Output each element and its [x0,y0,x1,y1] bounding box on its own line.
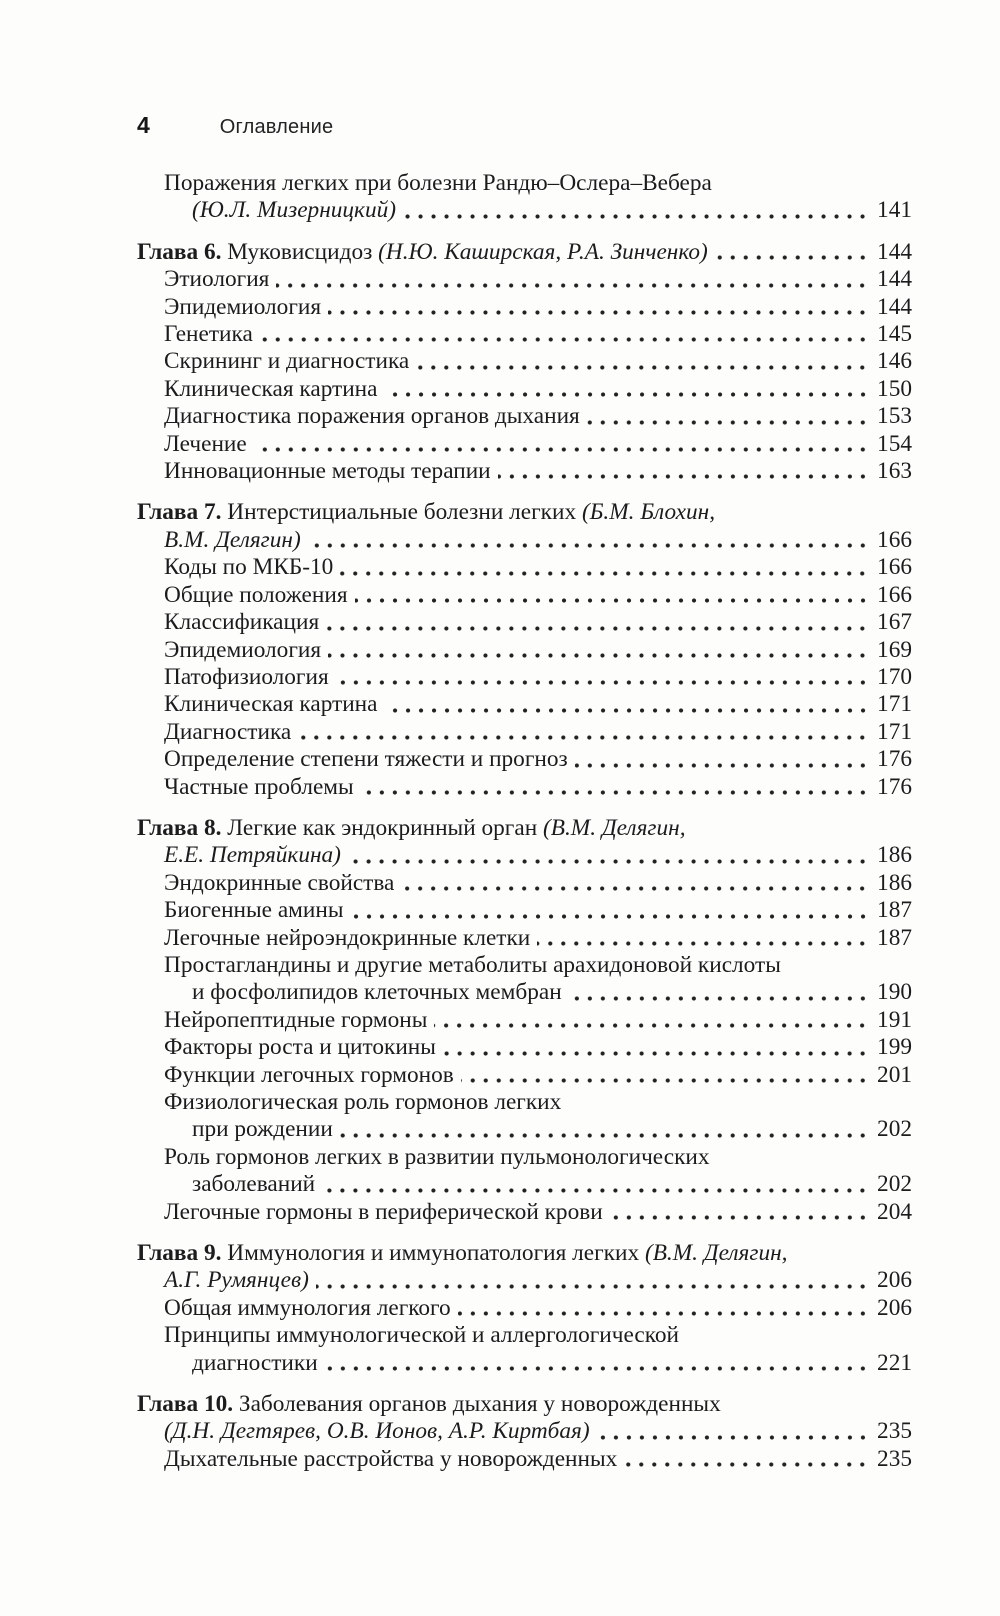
toc-page-number: 201 [877,1061,912,1088]
toc-text-segment: (Ю.Л. Мизерницкий) [192,197,396,224]
toc-entry-text [164,458,491,485]
toc-page-number: 204 [877,1198,912,1225]
toc-text-segment: Глава 10. [137,1391,234,1418]
toc-text-segment: Скрининг и диагностика [164,348,410,375]
toc-entry-text [164,1062,454,1089]
dot-leader [276,283,873,288]
toc-entry-text [164,1322,679,1349]
toc-text-segment: Лечение [164,430,247,457]
dot-leader [434,1023,873,1028]
dot-leader [328,310,873,315]
toc-entry-line [137,1034,912,1061]
toc-entry-line [137,1322,912,1349]
toc-entry-text [164,925,530,952]
toc-chapter-line [137,239,912,266]
toc-entry-text [137,815,686,842]
toc-entry-line [137,746,912,773]
toc-text-segment: Этиология [164,266,270,293]
running-title: Оглавление [219,116,334,138]
toc-page-number: 190 [877,979,912,1006]
toc-text-segment: диагностики [192,1349,318,1376]
page-number: 4 [137,112,150,138]
toc-text-segment: Принципы иммунологической и аллергологической [164,1322,679,1349]
toc-entry-text [164,637,321,664]
toc-page-number: 186 [877,842,912,869]
toc-entry-text [164,348,409,375]
toc-text-segment: Генетика [164,321,253,348]
toc-entry-text [164,170,712,197]
toc-entry-text [164,1144,710,1171]
toc-text-segment: Инновационные методы терапии [164,458,491,485]
dot-leader [401,886,873,891]
toc-entry-line [137,609,912,636]
dot-leader [498,474,873,479]
dot-leader [385,708,874,713]
toc-entry-text [164,527,301,554]
toc-entry-line [137,431,912,458]
toc-text-segment: Коды по МКБ-10 [164,554,334,581]
toc-entry-line [137,554,912,581]
dot-leader [416,365,873,370]
toc-entry-text [164,1418,590,1445]
toc-text-segment: Дыхательные расстройства у новорожденных [164,1445,618,1472]
toc-entry-line [137,1446,912,1473]
dot-leader [325,1366,873,1371]
dot-leader [328,653,873,658]
toc-text-segment: Иммунология и иммунопатология легких [221,1240,645,1267]
toc-entry-text [192,1171,315,1198]
toc-entry-line [137,1144,912,1171]
toc-text-segment: и фосфолипидов клеточных мембран [192,979,562,1006]
dot-leader [316,1284,873,1289]
dot-leader [715,255,873,260]
toc-entry-line [137,458,912,485]
toc-page-number: 144 [877,238,912,265]
toc-page-number: 141 [877,197,912,224]
toc-text-segment: Диагностика поражения органов дыхания [164,403,580,430]
toc-entry-line [137,842,912,869]
toc-text-segment: (Д.Н. Дегтярев, О.В. Ионов, А.Р. Киртбая) [164,1418,590,1445]
toc-text-segment: Поражения легких при болезни Рандю–Ослера–Вебера [164,170,712,196]
toc-entry-text [164,403,580,430]
toc-entry-text [164,1267,309,1294]
toc-page-number: 170 [877,663,912,690]
toc-entry-text [192,197,396,224]
dot-leader [308,543,873,548]
toc-text-segment: Легочные гормоны в периферической крови [164,1198,603,1225]
toc-entry-line [137,197,912,224]
toc-page-number: 202 [877,1171,912,1198]
toc-entry-text [164,1034,436,1061]
toc-entry-line [137,952,912,979]
toc-entry-line [137,719,912,746]
dot-leader [260,337,873,342]
toc-entry-text [164,554,333,581]
toc-entry-line [137,1089,912,1116]
dot-leader [385,392,874,397]
toc-text-segment: Диагностика [164,718,292,745]
toc-text-segment: Классификация [164,609,320,636]
toc-text-segment: Частные проблемы [164,773,354,800]
toc-entry-line [137,403,912,430]
toc-text-segment: Клиническая картина [164,691,378,718]
dot-leader [403,214,873,219]
toc-page-number: 146 [877,348,912,375]
dot-leader [443,1051,873,1056]
dot-leader [624,1462,873,1467]
toc-text-segment: Заболевания органов дыхания у новорожденных [233,1391,721,1418]
toc-page-number: 199 [877,1034,912,1061]
dot-leader [348,859,873,864]
toc-list [137,170,912,1473]
toc-page-number: 206 [877,1267,912,1294]
toc-text-segment: Глава 6. [137,238,222,265]
dot-leader [336,680,873,685]
dot-leader [458,1311,873,1316]
toc-text-segment: (Б.М. Блохин, [581,499,716,526]
dot-leader [351,914,874,919]
toc-text-segment: Биогенные амины [164,897,344,924]
toc-text-segment: Эпидемиология [164,293,322,320]
toc-text-segment: Нейропептидные гормоны [164,1006,428,1033]
toc-entry-line [137,1171,912,1198]
toc-page-number: 166 [877,526,912,553]
page-header [137,112,912,139]
toc-entry-line [137,1418,912,1445]
toc-entry-text [164,1295,451,1322]
toc-entry-line [137,348,912,375]
toc-entry-text [164,842,341,869]
toc-entry-line [137,774,912,801]
toc-page-number: 235 [877,1418,912,1445]
toc-page-number: 191 [877,1006,912,1033]
toc-entry-text [137,1240,788,1267]
dot-leader [575,763,873,768]
toc-text-segment: заболеваний [192,1171,316,1198]
toc-entry-line [137,1007,912,1034]
toc-chapter-line [137,1391,912,1418]
toc-entry-line [137,664,912,691]
toc-page-number: 206 [877,1294,912,1321]
toc-entry-line [137,691,912,718]
toc-text-segment: Е.Е. Петряйкина) [164,842,341,869]
toc-text-segment: Клиническая картина [164,375,378,402]
toc-page-number: 154 [877,430,912,457]
toc-text-segment: Общие положения [164,581,348,608]
dot-leader [461,1078,873,1083]
dot-leader [254,447,873,452]
toc-text-segment: Функции легочных гормонов [164,1061,454,1088]
dot-leader [340,1133,873,1138]
toc-text-segment: Патофизиология [164,663,329,690]
toc-entry-text [164,774,354,801]
toc-entry-text [164,691,378,718]
toc-page-number: 221 [877,1349,912,1376]
toc-page-number: 187 [877,897,912,924]
toc-text-segment: Факторы роста и цитокины [164,1034,436,1061]
toc-text-segment: А.Г. Румянцев) [164,1267,309,1294]
dot-leader [597,1435,873,1440]
toc-entry-text [164,1089,561,1116]
toc-entry-line [137,1267,912,1294]
toc-entry-text [192,979,562,1006]
toc-entry-line [137,376,912,403]
toc-entry-line [137,925,912,952]
toc-entry-text [164,294,321,321]
toc-entry-line [137,1199,912,1226]
toc-entry-line [137,294,912,321]
toc-entry-text [164,609,319,636]
toc-text-segment: (В.М. Делягин, [542,814,686,841]
toc-text-segment: В.М. Делягин) [164,526,301,553]
toc-text-segment: Простагландины и другие метаболиты арахидоновой кислоты [164,951,781,978]
toc-chapter-line [137,499,912,526]
toc-entry-text [164,431,247,458]
toc-page-number: 176 [877,773,912,800]
toc-entry-text [164,746,568,773]
toc-page-number: 171 [877,718,912,745]
toc-text-segment: Легкие как эндокринный орган [221,814,543,841]
toc-page-number: 153 [877,403,912,430]
toc-entry-text [164,952,781,979]
toc-entry-text [164,266,269,293]
toc-entry-text [192,1350,318,1377]
toc-entry-text [164,321,253,348]
toc-entry-line [137,266,912,293]
toc-chapter-line [137,1240,912,1267]
toc-text-segment: Глава 7. [137,499,222,526]
toc-text-segment: Интерстициальные болезни легких [221,499,582,526]
dot-leader [537,941,873,946]
dot-leader [361,790,873,795]
dot-leader [340,571,873,576]
toc-text-segment: Роль гормонов легких в развитии пульмонологических [164,1143,710,1170]
dot-leader [610,1215,873,1220]
toc-page-number: 167 [877,609,912,636]
toc-entry-line [137,1295,912,1322]
toc-text-segment: Легочные нейроэндокринные клетки [164,924,531,951]
toc-page-number: 163 [877,458,912,485]
toc-entry-text [164,664,329,691]
toc-text-segment: Эпидемиология [164,636,322,663]
toc-text-segment: Глава 8. [137,814,222,841]
toc-entry-line [137,897,912,924]
toc-page-number: 202 [877,1116,912,1143]
dot-leader [355,598,874,603]
toc-page-number: 169 [877,636,912,663]
toc-entry-line [137,1116,912,1143]
toc-page-number: 187 [877,924,912,951]
toc-entry-line [137,321,912,348]
toc-entry-text [164,897,344,924]
toc-page-number: 166 [877,554,912,581]
toc-entry-line [137,527,912,554]
toc-entry-text [164,1199,603,1226]
toc-entry-text [164,582,348,609]
toc-entry-line [137,582,912,609]
toc-page-number: 235 [877,1445,912,1472]
toc-entry-line [137,170,912,197]
toc-entry-line [137,870,912,897]
toc-text-segment: Определение степени тяжести и прогноз [164,746,568,773]
dot-leader [298,735,873,740]
toc-entry-text [192,1116,333,1143]
toc-entry-text [164,376,378,403]
toc-entry-text [137,1391,721,1418]
toc-entry-line [137,1350,912,1377]
toc-entry-line [137,1062,912,1089]
toc-entry-text [164,1007,427,1034]
toc-entry-text [164,1446,617,1473]
toc-page-number: 166 [877,581,912,608]
toc-text-segment: Муковисцидоз [221,238,379,265]
toc-text-segment: при рождении [192,1116,333,1143]
toc-entry-text [164,719,291,746]
dot-leader [322,1188,873,1193]
toc-entry-text [164,870,394,897]
toc-page-number: 176 [877,746,912,773]
toc-text-segment: (В.М. Делягин, [644,1240,788,1267]
toc-text-segment: (Н.Ю. Каширская, Р.А. Зинченко) [378,238,708,265]
toc-chapter-line [137,815,912,842]
toc-text-segment: Глава 9. [137,1240,222,1267]
toc-entry-line [137,637,912,664]
toc-entry-text [137,239,708,266]
dot-leader [326,626,873,631]
toc-page-number: 186 [877,869,912,896]
dot-leader [587,420,873,425]
toc-page-number: 145 [877,321,912,348]
toc-entry-line [137,979,912,1006]
toc-page-number: 150 [877,375,912,402]
toc-text-segment: Общая иммунология легкого [164,1294,451,1321]
toc-page-number: 171 [877,691,912,718]
toc-text-segment: Эндокринные свойства [164,869,395,896]
toc-entry-text [137,499,715,526]
dot-leader [569,996,873,1001]
toc-text-segment: Физиологическая роль гормонов легких [164,1089,562,1115]
toc-page-number: 144 [877,293,912,320]
toc-page-number: 144 [877,266,912,293]
